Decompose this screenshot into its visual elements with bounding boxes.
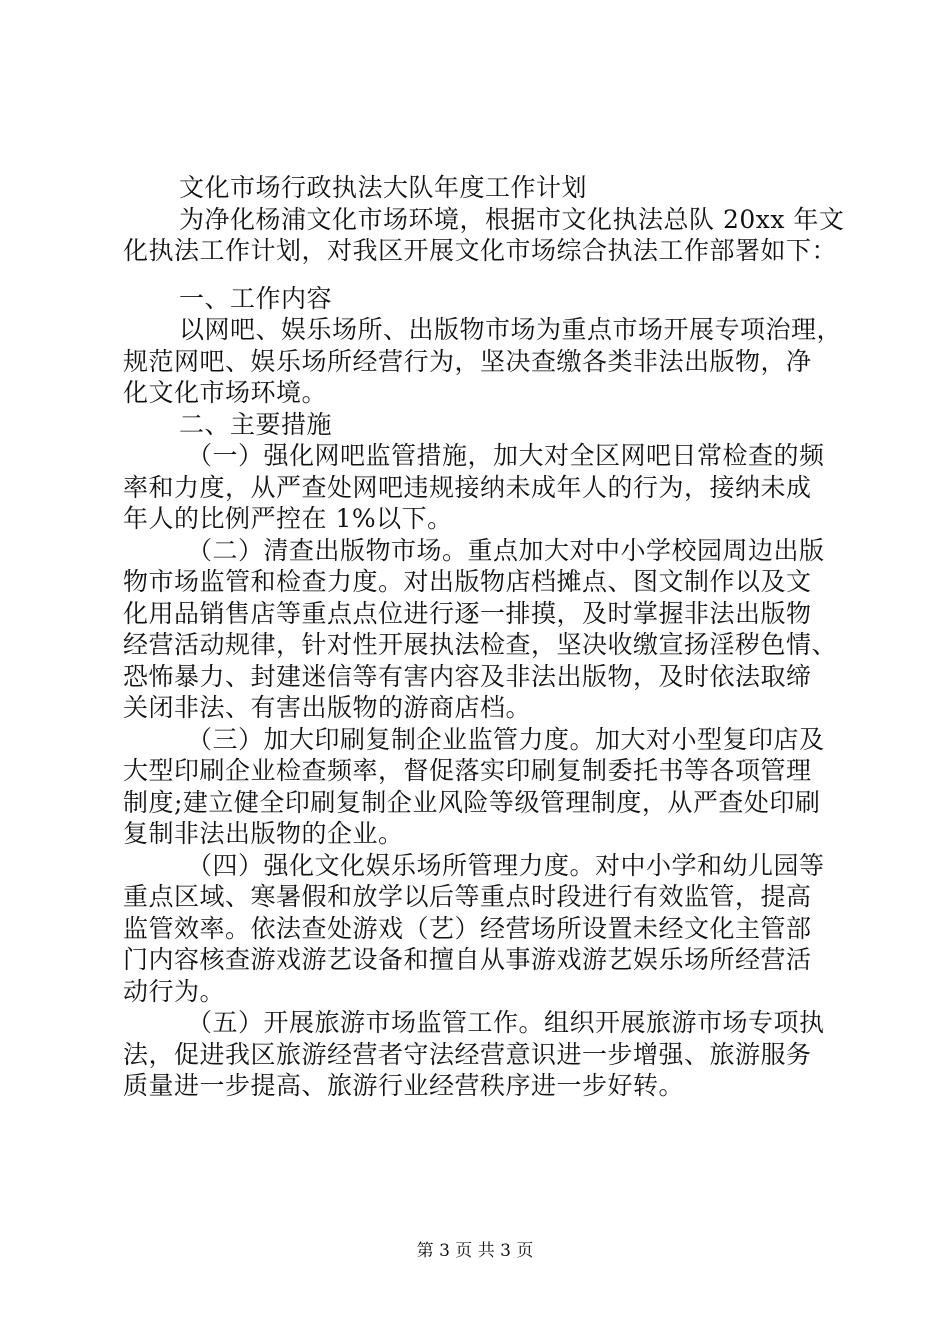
measure-3 xyxy=(123,724,843,850)
measure-line: 门内容核查游戏游艺设备和擅自从事游戏游艺娱乐场所经营活 xyxy=(123,945,812,974)
page-number-footer: 第 3 页 共 3 页 xyxy=(416,1241,534,1261)
measure-line: 质量进一步提高、旅游行业经营秩序进一步好转。 xyxy=(123,1071,685,1100)
measure-line: 年人的比例严控在 1%以下。 xyxy=(123,504,453,533)
measure-line: （一）强化网吧监管措施，加大对全区网吧日常检查的频 xyxy=(187,441,825,470)
measure-line: 经营活动规律，针对性开展执法检查，坚决收缴宣扬淫秽色情、 xyxy=(123,630,838,659)
measure-2 xyxy=(123,535,843,724)
intro-line: 为净化杨浦文化市场环境，根据市文化执法总队 20xx 年文 xyxy=(179,204,845,234)
paragraph-gap xyxy=(123,267,843,283)
measure-line: 制度;建立健全印刷复制企业风险等级管理制度，从严查处印刷 xyxy=(123,787,821,817)
measure-line: 复制非法出版物的企业。 xyxy=(123,819,404,848)
measure-line: 关闭非法、有害出版物的游商店档。 xyxy=(123,693,532,722)
body-line: 化文化市场环境。 xyxy=(123,378,328,407)
section-heading: 二、主要措施 xyxy=(179,409,333,439)
measure-line: 恐怖暴力、封建迷信等有害内容及非法出版物，及时依法取缔 xyxy=(123,661,812,691)
measure-line: 法，促进我区旅游经营者守法经营意识进一步增强、旅游服务 xyxy=(123,1039,812,1069)
body-line: 规范网吧、娱乐场所经营行为，坚决查缴各类非法出版物，净 xyxy=(123,346,812,376)
measure-line: 率和力度，从严查处网吧违规接纳未成年人的行为，接纳未成 xyxy=(123,472,812,502)
document-body xyxy=(123,172,843,1102)
intro-line: 化执法工作计划，对我区开展文化市场综合执法工作部署如下： xyxy=(123,236,838,265)
measure-5 xyxy=(123,1007,843,1102)
measure-line: 监管效率。依法查处游戏（艺）经营场所设置未经文化主管部 xyxy=(123,913,812,943)
measure-line: 大型印刷企业检查频率，督促落实印刷复制委托书等各项管理 xyxy=(123,756,812,785)
measure-line: 动行为。 xyxy=(123,976,226,1006)
measure-1 xyxy=(123,440,843,535)
measure-line: （五）开展旅游市场监管工作。组织开展旅游市场专项执 xyxy=(187,1008,825,1037)
measure-line: 物市场监管和检查力度。对出版物店档摊点、图文制作以及文 xyxy=(123,567,812,596)
body-line: 以网吧、娱乐场所、出版物市场为重点市场开展专项治理， xyxy=(179,315,843,344)
measure-line: （三）加大印刷复制企业监管力度。加大对小型复印店及 xyxy=(187,724,825,754)
measure-4 xyxy=(123,850,843,1008)
measure-line: 重点区域、寒暑假和放学以后等重点时段进行有效监管，提高 xyxy=(123,882,812,911)
measure-line: 化用品销售店等重点点位进行逐一排摸，及时掌握非法出版物 xyxy=(123,598,812,628)
section-heading: 一、工作内容 xyxy=(179,283,333,313)
measure-line: （二）清查出版物市场。重点加大对中小学校园周边出版 xyxy=(187,535,825,565)
measure-line: （四）强化文化娱乐场所管理力度。对中小学和幼儿园等 xyxy=(187,850,825,880)
document-title: 文化市场行政执法大队年度工作计划 xyxy=(179,173,588,202)
